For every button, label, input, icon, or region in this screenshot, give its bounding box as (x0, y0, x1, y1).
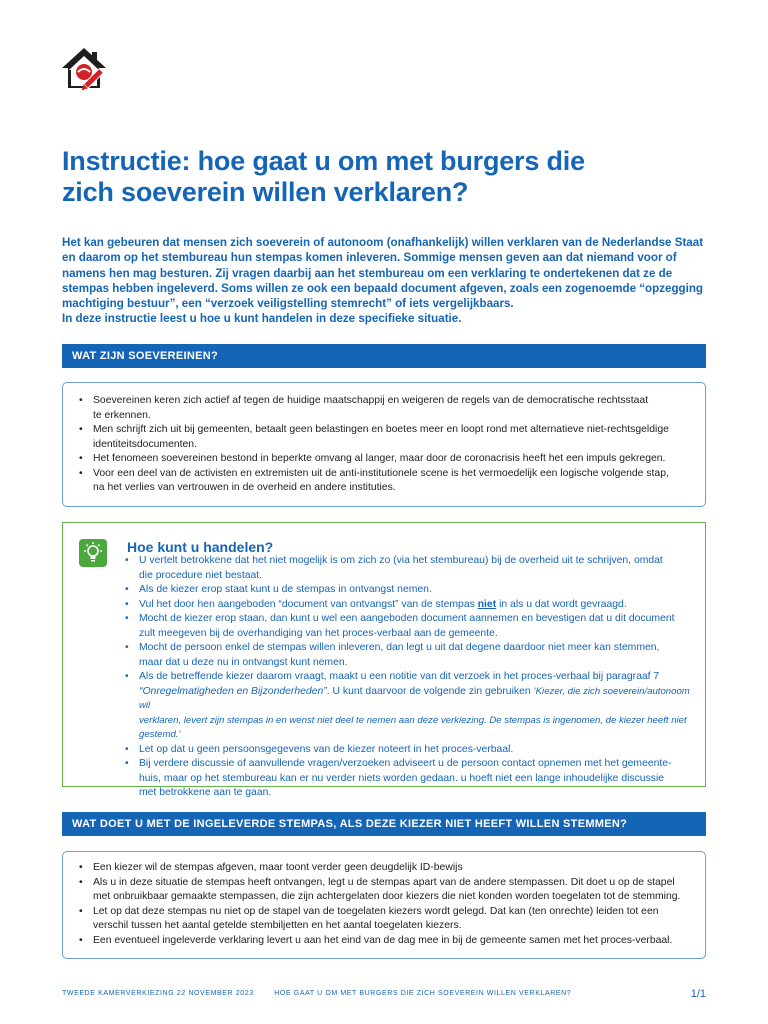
footer-election: TWEEDE KAMERVERKIEZING 22 NOVEMBER 2023 (62, 990, 254, 997)
list-item-text: . U kunt daarvoor de volgende zin gebruiken (326, 685, 534, 697)
example-sentence: ‘Kiezer, die zich soeverein/autonoom wil verklaren, levert zijn stempas in en wenst niet deel te nemen aan deze verkiezing. De stempas is ingenomen, de kiezer heeft niet gestemd.’ (139, 685, 690, 740)
hoe-handelen-list (119, 554, 699, 801)
list-item: • Mocht de kiezer erop staan, dan kunt u wel een aangeboden document aannemen en bevestigen dat u dit document zult meegeven bij de overhandiging van het proces-verbaal aan de gemeente. (119, 612, 699, 641)
list-item: • Een eventueel ingeleverde verklaring levert u aan het eind van de dag mee in bij de gemeente samen met het proces-verbaal. (63, 934, 705, 949)
footer (62, 990, 571, 997)
page-title: Instructie: hoe gaat u om met burgers die zich soeverein willen verklaren? (62, 146, 585, 207)
house-pencil-logo (60, 44, 108, 96)
list-item: • Let op dat deze stempas nu niet op de stapel van de toegelaten kiezers wordt gelegd. Dat kan (ten onrechte) leiden tot een verschil tussen het aantal getelde stembiljetten en het aantal toegelaten kiezers. (63, 905, 705, 934)
list-item: • Een kiezer wil de stempas afgeven, maar toont verder geen deugdelijk ID-bewijs (63, 861, 705, 876)
list-item (119, 670, 699, 743)
footer-title: HOE GAAT U OM MET BURGERS DIE ZICH SOEVEREIN WILLEN VERKLAREN? (274, 990, 572, 997)
hoe-handelen-box (62, 522, 706, 798)
soevereinen-list (63, 394, 705, 496)
section-heading-stempas: WAT DOET U MET DE INGELEVERDE STEMPAS, ALS DEZE KIEZER NIET HEEFT WILLEN STEMMEN? (62, 812, 706, 836)
list-item: • Mocht de persoon enkel de stempas willen inleveren, dan legt u uit dat degene daardoor niet meer kan stemmen, maar dat u deze nu in ontvangst kunt nemen. (119, 641, 699, 670)
list-item: • Het fenomeen soevereinen bestond in beperkte omvang al langer, maar door de coronacrisis heeft het een impuls gekregen. (63, 452, 705, 467)
page-number: 1/1 (690, 988, 706, 1000)
list-item: • U vertelt betrokkene dat het niet mogelijk is om zich zo (via het stembureau) bij de overheid uit te schrijven, omdat die procedure niet bestaat. (119, 554, 699, 583)
intro-text (62, 235, 712, 327)
intro-paragraph: Het kan gebeuren dat mensen zich soeverein of autonoom (onafhankelijk) willen verklaren van de Nederlandse Staat en daarom op het stembureau hun stempas komen inleveren. Sommige mensen geven aan dat niemand voor of namens hen mag besturen. Zij vragen daarbij aan het stembureau om een verklaring te ondertekenen dat ze de stempas hebben ingeleverd. Soms willen ze ook een bepaald document afgeven, zoals een zogenoemde “opzegging machtiging bestuur”, een “verzoek veiligstelling stemrecht” of iets vergelijkbaars. In deze instructie leest u hoe u kunt handelen in deze specifieke situatie. (62, 236, 704, 326)
hoe-handelen-heading: Hoe kunt u handelen? (127, 539, 274, 555)
stempas-box (62, 851, 706, 959)
list-item: • Let op dat u geen persoonsgegevens van de kiezer noteert in het proces-verbaal. (119, 743, 699, 758)
paragraph-reference: “Onregelmatigheden en Bijzonderheden” (139, 685, 327, 697)
list-item: • Als de kiezer erop staat kunt u de stempas in ontvangst nemen. (119, 583, 699, 598)
soevereinen-box (62, 382, 706, 507)
emphasis-niet: niet (477, 598, 497, 610)
list-item (119, 598, 699, 613)
list-item-text: in als u dat wordt gevraagd. (496, 598, 627, 610)
list-item: • Men schrijft zich uit bij gemeenten, betaalt geen belastingen en boetes meer en loopt rond met alternatieve niet-rechtsgeldige identiteitsdocumenten. (63, 423, 705, 452)
lightbulb-icon (79, 539, 107, 567)
stempas-list (63, 861, 705, 948)
section-heading-soevereinen: WAT ZIJN SOEVEREINEN? (62, 344, 706, 368)
list-item: • Bij verdere discussie of aanvullende vragen/verzoeken adviseert u de persoon contact opnemen met het gemeente- huis, maar op het stembureau kan er nu verder niets worden gedaan. u hoeft niet een lange inhoudelijke discussie met betrokkene aan te gaan. (119, 757, 699, 801)
list-item-text: Vul het door hen aangeboden “document van ontvangst” van de stempas (139, 598, 478, 610)
list-item: • Soevereinen keren zich actief af tegen de huidige maatschappij en weigeren de regels van de democratische rechtsstaat te erkennen. (63, 394, 705, 423)
list-item: • Als u in deze situatie de stempas heeft ontvangen, legt u de stempas apart van de andere stempassen. Dit doet u op de stapel met onbruikbaar gemaakte stempassen, die zijn achtergelaten door kiezers die niet konden worden toegelaten tot de stemming. (63, 876, 705, 905)
list-item: • Voor een deel van de activisten en extremisten uit de anti-institutionele scene is het vermoedelijk een logische volgende stap, na het verlies van vertrouwen in de overheid en andere instituties. (63, 467, 705, 496)
list-item-text: Als de betreffende kiezer daarom vraagt, maakt u een notitie van dit verzoek in het proces-verbaal bij paragraaf 7 (139, 671, 660, 682)
